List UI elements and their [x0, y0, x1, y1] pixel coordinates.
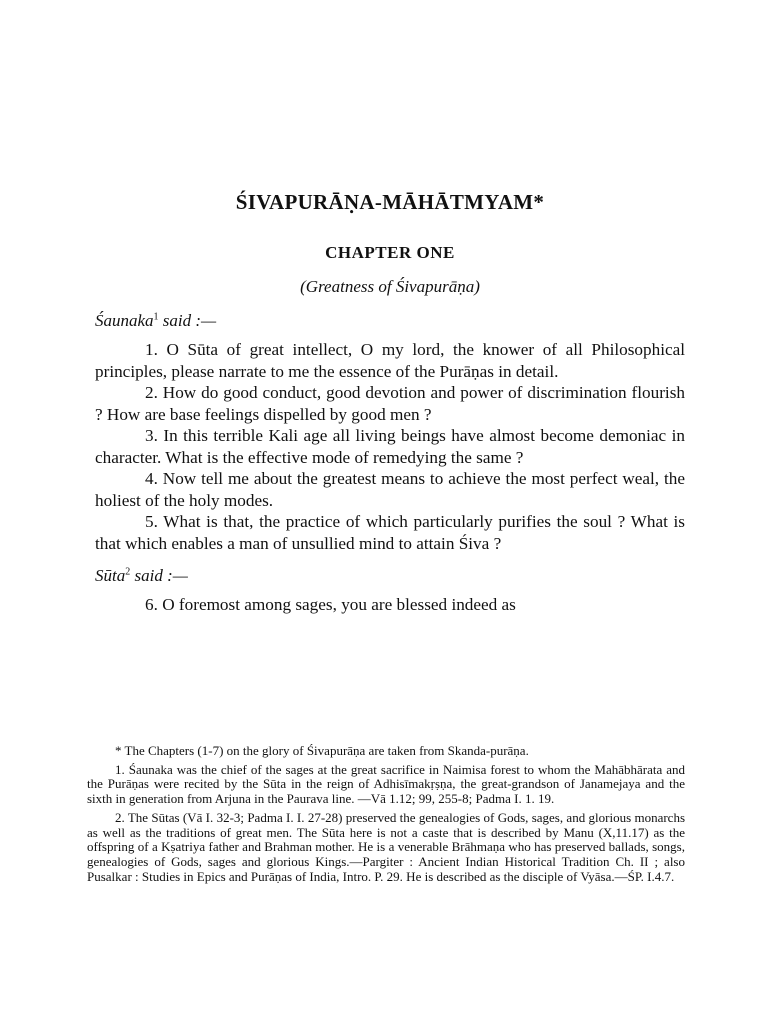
chapter-heading: CHAPTER ONE	[325, 243, 455, 262]
footnotes	[87, 744, 685, 888]
speaker-said: said :—	[158, 311, 217, 330]
verse-3: 3. In this terrible Kali age all living beings have almost become demoniac in character. What is the effective mode of remedying the same ?	[95, 426, 685, 467]
main-text	[95, 190, 685, 616]
verse-5: 5. What is that, the practice of which particularly purifies the soul ? What is that which enables a man of unsullied mind to attain Śiva ?	[95, 512, 685, 553]
speaker-said: said :—	[130, 566, 188, 585]
footnote-2: 2. The Sūtas (Vā I. 32-3; Padma I. I. 27-28) preserved the genealogies of Gods, sages, and glorious monarchs as well as the traditions of great men. The Sūta here is not a caste that is described by Manu (X,11.17) as the offspring of a Kṣatriya father and Brahman mother. He is a venerable Brāhmaṇa who has preserved ballads, songs, genealogies of Gods, sages and glorious Kings.—Pargiter : Ancient Indian Historical Tradition Ch. II ; also Pusalkar : Studies in Epics and Purāṇas of India, Intro. P. 29. He is described as the disciple of Vyāsa.—ŚP. I.4.7.	[87, 809, 685, 884]
verse-6: 6. O foremost among sages, you are blessed indeed as	[145, 595, 516, 614]
footnote-mark: 2	[125, 566, 131, 578]
footnote-star: * The Chapters (1-7) on the glory of Śivapurāṇa are taken from Skanda-purāṇa.	[115, 743, 529, 758]
verse-2: 2. How do good conduct, good devotion and power of discrimination flourish ? How are base feelings dispelled by good men ?	[95, 383, 685, 424]
verse-4: 4. Now tell me about the greatest means to achieve the most perfect weal, the holiest of the holy modes.	[95, 469, 685, 510]
speaker-name: Śaunaka	[95, 311, 154, 330]
chapter-subtitle: (Greatness of Śivapurāṇa)	[300, 277, 480, 296]
speaker-suta	[95, 566, 685, 586]
footnote-mark: 1	[153, 311, 159, 323]
speaker-saunaka	[95, 311, 685, 331]
speaker-name: Sūta	[95, 566, 126, 585]
page-title: ŚIVAPURĀṆA-MĀHĀTMYAM*	[235, 190, 545, 214]
verse-1: 1. O Sūta of great intellect, O my lord, the knower of all Philosophical principles, please narrate to me the essence of the Purāṇas in detail.	[95, 340, 685, 381]
footnote-1: 1. Śaunaka was the chief of the sages at the great sacrifice in Naimisa forest to whom the Mahābhārata and the Purāṇas were recited by the Sūta in the reign of Adhisīmakṛṣṇa, the great-grandson of Janamejaya and the sixth in generation from Arjuna in the Paurava line. —Vā 1.12; 99, 255-8; Padma I. 1. 19.	[87, 761, 685, 807]
